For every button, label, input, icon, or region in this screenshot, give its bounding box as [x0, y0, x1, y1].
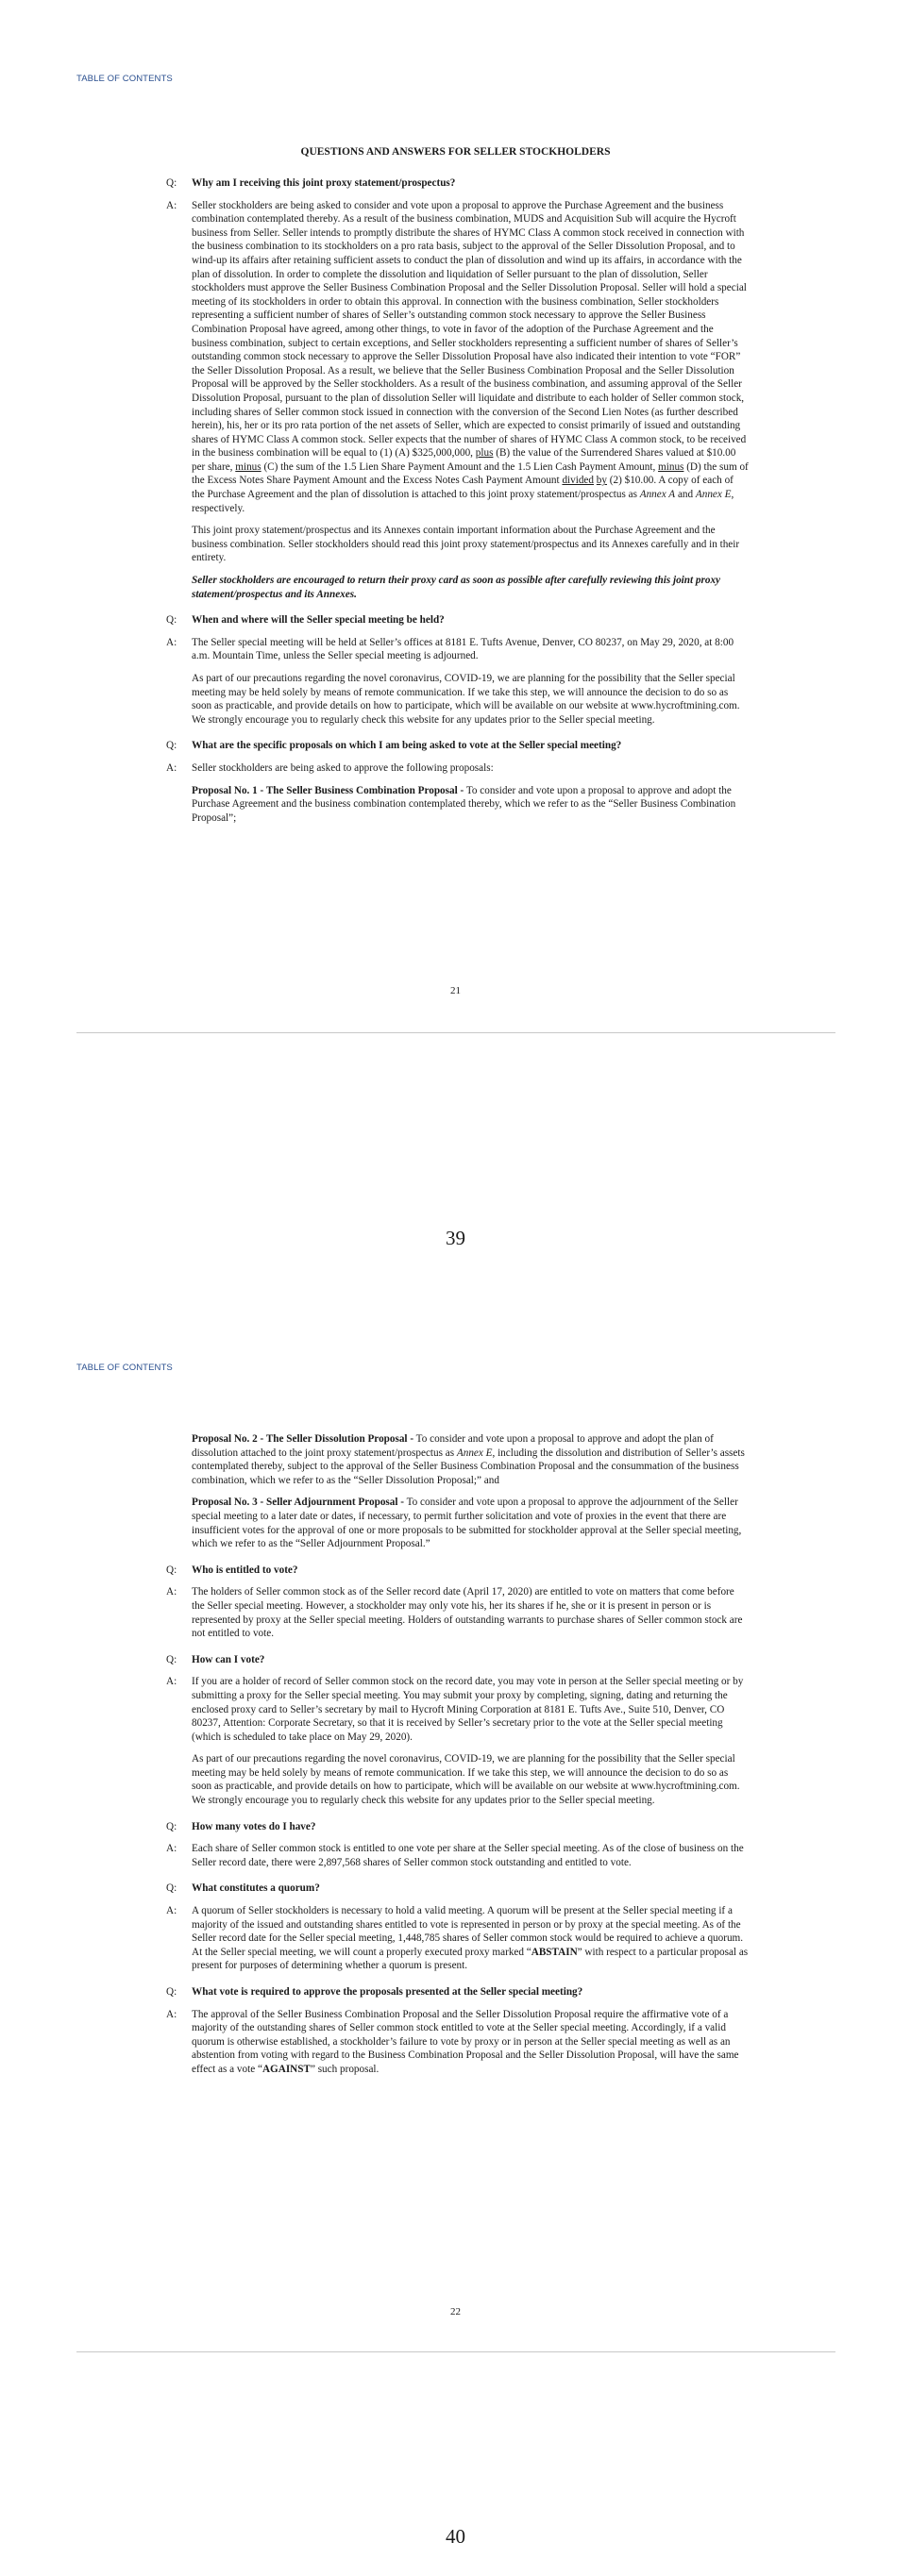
proposal-3-paragraph: Proposal No. 3 - Seller Adjournment Proposal - To consider and vote upon a proposal to approve the adjournment of the Seller special meeting to a later date or dates, if necessary, to permit further solicitation and vote of proxies in the event that there are insufficient votes for the approval of one or more proposals to be submitted for stockholder approval at the Seller special meeting, which we refer to as the “Seller Adjournment Proposal.”	[192, 1497, 742, 1550]
answer-paragraph: If you are a holder of record of Seller common stock on the record date, you may vote in person at the Seller special meeting or by submitting a proxy for the Seller special meeting. You may submit your proxy by completing, signing, dating and returning the enclosed proxy card to Seller’s secretary by mail to Hycroft Mining Corporation at 8181 E. Tufts Ave., Suite 510, Denver, CO 80237, Attention: Corporate Secretary, so that it is received by Seller’s secretary prior to the vote at the Seller special meeting (which is scheduled to take place on May 29, 2020).	[192, 1676, 744, 1743]
proposal-1-title: Proposal No. 1 - The Seller Business Combination Proposal -	[192, 784, 464, 796]
answer-paragraph: As part of our precautions regarding the novel coronavirus, COVID-19, we are planning for the possibility that the Seller special meeting may be held solely by means of remote communication. If we take this step, we will announce the decision to do so as soon as practicable, and provide details on how to participate, which will be available on our website at www.hycroftmining.com. We strongly encourage you to regularly check this website for any updates prior to the Seller special meeting.	[192, 673, 740, 726]
page-divider	[76, 2351, 835, 2352]
q-label: Q:	[166, 1882, 177, 1895]
answer-paragraph: Seller stockholders are being asked to approve the following proposals:	[192, 761, 494, 774]
proposal-2-paragraph: Proposal No. 2 - The Seller Dissolution Proposal - To consider and vote upon a proposal to approve and adopt the plan of dissolution attached to the joint proxy statement/prospectus as Annex E, including the dissolution and distribution of Seller’s assets contemplated thereby, subject to the approval of the Seller Business Combination Proposal and the consummation of the business combination, which we refer to as the “Seller Dissolution Proposal;” and	[192, 1433, 745, 1486]
q-label: Q:	[166, 1564, 177, 1576]
qa-block-page-2	[166, 1432, 749, 2077]
a-label: A:	[166, 1905, 177, 1917]
answer-why-receiving	[166, 199, 749, 516]
q-label: Q:	[166, 1820, 177, 1832]
question-specific-proposals	[166, 739, 749, 753]
a-label: A:	[166, 199, 177, 211]
answer-paragraph: Each share of Seller common stock is entitled to one vote per share at the Seller special meeting. As of the close of business on the Seller record date, there were 2,897,568 shares of Seller common stock outstanding and entitled to vote.	[192, 1843, 744, 1868]
table-of-contents-link[interactable]: TABLE OF CONTENTS	[76, 1363, 173, 1373]
a-label: A:	[166, 1676, 177, 1688]
answer-emphasis-paragraph: Seller stockholders are encouraged to return their proxy card as soon as possible after carefully reviewing this joint proxy statement/prospectus and its Annexes.	[192, 575, 721, 600]
answer-how-many-votes	[166, 1842, 749, 1869]
pdf-page-number: 40	[446, 2525, 465, 2548]
question-text: Why am I receiving this joint proxy statement/prospectus?	[192, 177, 456, 189]
question-when-where	[166, 613, 749, 627]
question-vote-required	[166, 1985, 749, 1999]
pdf-page-number: 39	[446, 1227, 465, 1249]
q-label: Q:	[166, 1986, 177, 1998]
a-label: A:	[166, 761, 177, 774]
table-of-contents-link[interactable]: TABLE OF CONTENTS	[76, 74, 173, 84]
question-why-receiving	[166, 176, 749, 191]
question-text: What vote is required to approve the proposals presented at the Seller special meeting?	[192, 1986, 583, 1998]
answer-quorum	[166, 1904, 749, 1973]
question-how-vote	[166, 1653, 749, 1667]
answer-when-where	[166, 636, 749, 663]
q-label: Q:	[166, 740, 177, 752]
answer-vote-required	[166, 2008, 749, 2077]
answer-paragraph: This joint proxy statement/prospectus and its Annexes contain important information about the Purchase Agreement and the business combination. Seller stockholders should read this joint proxy statement/prospectus and its Annexes carefully and in their entirety.	[192, 525, 740, 564]
qa-block-page-1	[166, 176, 749, 825]
a-label: A:	[166, 2008, 177, 2020]
answer-paragraph: The Seller special meeting will be held at Seller’s offices at 8181 E. Tufts Avenue, Denver, CO 80237, on May 29, 2020, at 8:00 a.m. Mountain Time, unless the Seller special meeting is adjourned.	[192, 636, 734, 662]
question-text: When and where will the Seller special meeting be held?	[192, 614, 445, 627]
answer-specific-proposals	[166, 761, 749, 776]
answer-paragraph: As part of our precautions regarding the novel coronavirus, COVID-19, we are planning for the possibility that the Seller special meeting may be held solely by means of remote communication. If we take this step, we will announce the decision to do so as soon as practicable, and provide details on how to participate, which will be available on our website at www.hycroftmining.com. We strongly encourage you to regularly check this website for any updates prior to the Seller special meeting.	[192, 1753, 740, 1807]
proposal-1-paragraph: Proposal No. 1 - The Seller Business Combination Proposal - To consider and vote upon a proposal to approve and adopt the Purchase Agreement and the business combination contemplated thereby, which we refer to as the “Seller Business Combination Proposal”;	[192, 784, 736, 824]
q-label: Q:	[166, 177, 177, 189]
answer-paragraph: The holders of Seller common stock as of the Seller record date (April 17, 2020) are entitled to vote on matters that come before the Seller special meeting. However, a stockholder may only vote his, her its shares if he, she or it is present in person or is represented by proxy at the Seller special meeting. Holders of outstanding warrants to purchase shares of Seller common stock are not entitled to vote.	[192, 1586, 743, 1640]
question-quorum	[166, 1882, 749, 1896]
question-text: What constitutes a quorum?	[192, 1882, 320, 1895]
answer-who-entitled	[166, 1585, 749, 1640]
answer-paragraph: A quorum of Seller stockholders is necessary to hold a valid meeting. A quorum will be present at the Seller special meeting if a majority of the issued and outstanding shares entitled to vote is represented in person or by proxy at the special meeting. As of the Seller record date for the Seller special meeting, 1,448,785 shares of Seller common stock would be required to achieve a quorum. At the Seller special meeting, we will count a properly executed proxy marked “ABSTAIN” with respect to a particular proposal as present for purposes of determining whether a quorum is present.	[192, 1905, 749, 1972]
proposal-3-title: Proposal No. 3 - Seller Adjournment Proposal -	[192, 1497, 404, 1509]
question-text: Who is entitled to vote?	[192, 1564, 298, 1576]
answer-paragraph: The approval of the Seller Business Combination Proposal and the Seller Dissolution Proposal require the affirmative vote of a majority of the outstanding shares of Seller common stock entitled to vote at the Seller special meeting. Accordingly, if a valid quorum is otherwise established, a stockholder’s failure to vote by proxy or in person at the Seller special meeting as well as an abstention from voting with regard to the Business Combination Proposal and the Seller Dissolution Proposal, will have the same effect as a vote “AGAINST” such proposal.	[192, 2008, 739, 2075]
answer-how-vote	[166, 1675, 749, 1744]
page-number-footer: 21	[450, 985, 461, 996]
proposal-2-title: Proposal No. 2 - The Seller Dissolution Proposal -	[192, 1433, 414, 1445]
question-text: What are the specific proposals on which I am being asked to vote at the Seller special meeting?	[192, 740, 622, 752]
answer-paragraph: Seller stockholders are being asked to consider and vote upon a proposal to approve the Purchase Agreement and the business combination contemplated thereby. As a result of the business combination, MUDS and Acquisition Sub will acquire the Hycroft business from Seller. Seller intends to promptly distribute the shares of HYMC Class A common stock received in connection with the business combination to its stockholders on a pro rata basis, subject to the approval of the Seller Dissolution Proposal, and to wind-up its affairs after retaining sufficient assets to conduct the plan of dissolution and wind up its affairs, in accordance with the plan of dissolution. In order to complete the dissolution and liquidation of Seller pursuant to the plan of dissolution, Seller stockholders must approve the Seller Business Combination Proposal and the Seller Dissolution Proposal. Seller will hold a special meeting of its stockholders in order to obtain this approval. In connection with the business combination, Seller stockholders representing a sufficient number of shares of Seller’s outstanding common stock necessary to approve the Seller Business Combination Proposal have agreed, among other things, to vote in favor of the adoption of the Purchase Agreement and the business combination, subject to certain exceptions, and Seller stockholders representing a sufficient number of shares of Seller’s outstanding common stock necessary to approve the Seller Dissolution Proposal have also indicated their intention to vote “FOR” the Seller Dissolution Proposal. As a result, we believe that the Seller Business Combination Proposal and the Seller Dissolution Proposal will be approved by the Seller stockholders. As a result of the business combination, and assuming approval of the Seller Dissolution Proposal, pursuant to the plan of dissolution Seller will liquidate and distribute to each holder of Seller common stock, including shares of Seller common stock issued in connection with the conversion of the Second Lien Notes (as further described herein), his, her or its pro rata portion of the net assets of Seller, which are expected to consist primarily of issued and outstanding shares of HYMC Class A common stock. Seller expects that the number of shares of HYMC Class A common stock, to be received in the business combination will be equal to (1) (A) $325,000,000, plus (B) the value of the Surrendered Shares valued at $10.00 per share, minus (C) the sum of the 1.5 Lien Share Payment Amount and the 1.5 Lien Cash Payment Amount, minus (D) the sum of the Excess Notes Share Payment Amount and the Excess Notes Cash Payment Amount divided by (2) $10.00. A copy of each of the Purchase Agreement and the plan of dissolution is attached to this joint proxy statement/prospectus as Annex A and Annex E, respectively.	[192, 199, 749, 514]
page-divider	[76, 1032, 835, 1033]
a-label: A:	[166, 636, 177, 648]
a-label: A:	[166, 1586, 177, 1598]
question-text: How can I vote?	[192, 1653, 265, 1665]
page-number-footer: 22	[450, 2306, 461, 2317]
q-label: Q:	[166, 1653, 177, 1665]
section-title: QUESTIONS AND ANSWERS FOR SELLER STOCKHOLDERS	[300, 146, 611, 158]
a-label: A:	[166, 1843, 177, 1855]
question-text: How many votes do I have?	[192, 1820, 316, 1832]
q-label: Q:	[166, 614, 177, 627]
question-how-many-votes	[166, 1820, 749, 1834]
question-who-entitled	[166, 1564, 749, 1578]
